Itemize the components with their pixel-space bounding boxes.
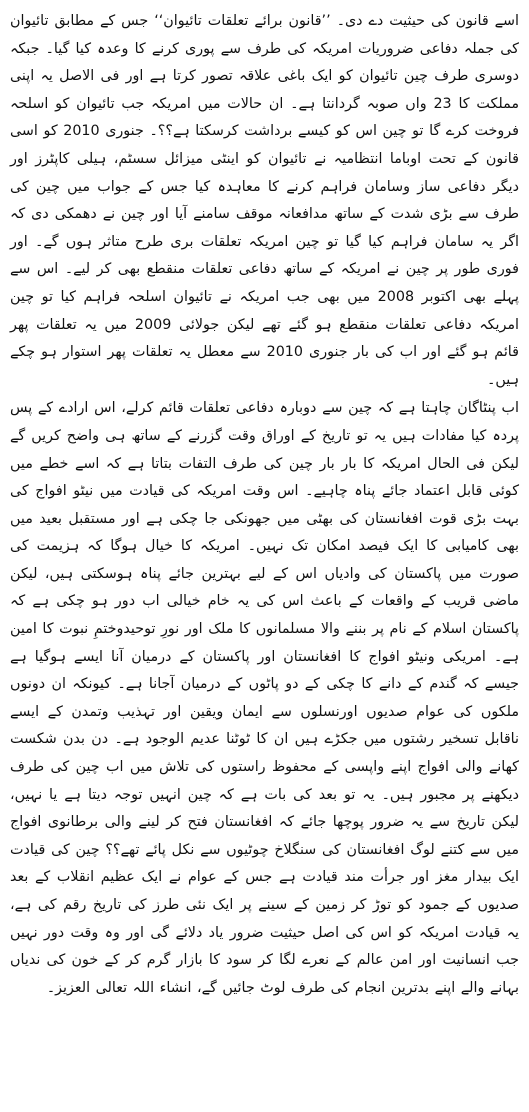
article-paragraph-1: اسے قانون کی حیثیت دے دی۔ ’’قانون برائے تعلقات تائیوان‘‘ جس کے مطابق تائیوان کی جملہ دفاعی ضروریات امریکہ کی طرف سے پوری کرنے کا وعدہ کیا گیا۔ جبکہ دوسری طرف چین تائیوان کو ایک باغی علاقہ تصور کرتا ہے اور فی الاصل یہ اپنی مملکت کا 23 واں صوبہ گردانتا ہے۔ ان حالات میں امریکہ جب تائیوان کو اسلحہ فروخت کرے گا تو چین اس کو کیسے برداشت کرسکتا ہے؟؟۔ جنوری 2010 کو اسی قانون کے تحت اوباما انتظامیہ نے تائیوان کو اینٹی میزائل سسٹم، ہیلی کاپٹرز اور دیگر دفاعی ساز وسامان فراہم کرنے کا معاہدہ کیا جس کے جواب میں چین کی طرف سے بڑی شدت کے ساتھ مدافعانہ موقف سامنے آیا اور چین نے دھمکی دی کہ اگر یہ سامان فراہم کیا گیا تو چین امریکہ تعلقات بری طرح متاثر ہوں گے۔ اور فوری طور پر چین نے امریکہ کے ساتھ دفاعی تعلقات منقطع بھی کر لیے۔ اس سے پہلے بھی اکتوبر 2008 میں بھی جب امریکہ نے تائیوان اسلحہ فراہم کیا تو چین امریکہ دفاعی تعلقات منقطع ہو گئے تھے لیکن جولائی 2009 میں یہ تعلقات پھر قائم ہو گئے اور اب کی بار جنوری 2010 سے معطل یہ تعلقات پھر استوار ہو چکے ہیں۔ — [10, 13, 519, 388]
article-paragraph-2: اب پنٹاگان چاہتا ہے کہ چین سے دوبارہ دفاعی تعلقات قائم کرلے، اس ارادے کے پس پردہ کیا مفادات ہیں یہ تو تاریخ کے اوراق وقت گزرنے کے ساتھ ہی واضح کریں گے لیکن فی الحال امریکہ کا بار بار چین کی طرف التفات بتاتا ہے کہ اسے خطے میں کوئی قابل اعتماد جائے پناہ چاہیے۔ اس وقت امریکہ کی قیادت میں نیٹو افواج کی بہت بڑی قوت افغانستان کی بھٹی میں جھونکی جا چکی ہے اور مستقبل بعید میں بھی کامیابی کا ایک فیصد امکان تک نہیں۔ امریکہ کا خیال ہوگا کہ ہزیمت کی صورت میں پاکستان کی وادیاں اس کے لیے بہترین جائے پناہ ہوسکتی ہیں، لیکن ماضی قریب کے واقعات کے باعث اس کی یہ خام خیالی اب دور ہو چکی ہے کہ پاکستان اسلام کے نام پر بننے والا مسلمانوں کا ملک اور نورِ توحیدوختمِ نبوت کا امین ہے۔ امریکی ونیٹو افواج کا افغانستان اور پاکستان کے درمیان آنا ایسے ہوگیا ہے جیسے کہ گندم کے دانے کا چکی کے دو پاٹوں کے درمیان آجانا ہے۔ کیونکہ ان دونوں ملکوں کی عوام صدیوں اورنسلوں سے ایمان ویقین اور تہذیب وتمدن کے ایسے ناقابل تسخیر رشتوں میں جکڑے ہیں ان کا ٹوٹنا عدیم الوجود ہے۔ دن بدن شکست کھانے والی افواج اپنے واپسی کے محفوظ راستوں کی تلاش میں اب چین کی طرف دیکھنے پر مجبور ہیں۔ یہ تو بعد کی بات ہے کہ چین انہیں توجہ دیتا ہے یا نہیں، لیکن تاریخ سے یہ ضرور پوچھا جائے کہ افغانستان فتح کر لینے والی برطانوی افواج میں سے کتنے لوگ افغانستان کی سنگلاخ چوٹیوں سے نکل پائے تھے؟؟ چین کی قیادت ایک بیدار مغز اور جرأت مند قیادت ہے جس کے عوام نے ایک عظیم انقلاب کے بعد صدیوں کے جمود کو توڑ کر زمین کے سینے پر ایک نئی طرز کی تاریخ رقم کی ہے، یہ قیادت امریکہ کو اس کی اصل حیثیت ضرور یاد دلائے گی اور وہ وقت دور نہیں جب انسانیت اور امن عالم کے نعرے لگا کر سود کا بازار گرم کر کے خون کی ندیاں بہانے والے اپنے بدترین انجام کی طرف لوٹ جائیں گے، انشاء اللہ تعالی العزیز۔ — [10, 400, 519, 996]
